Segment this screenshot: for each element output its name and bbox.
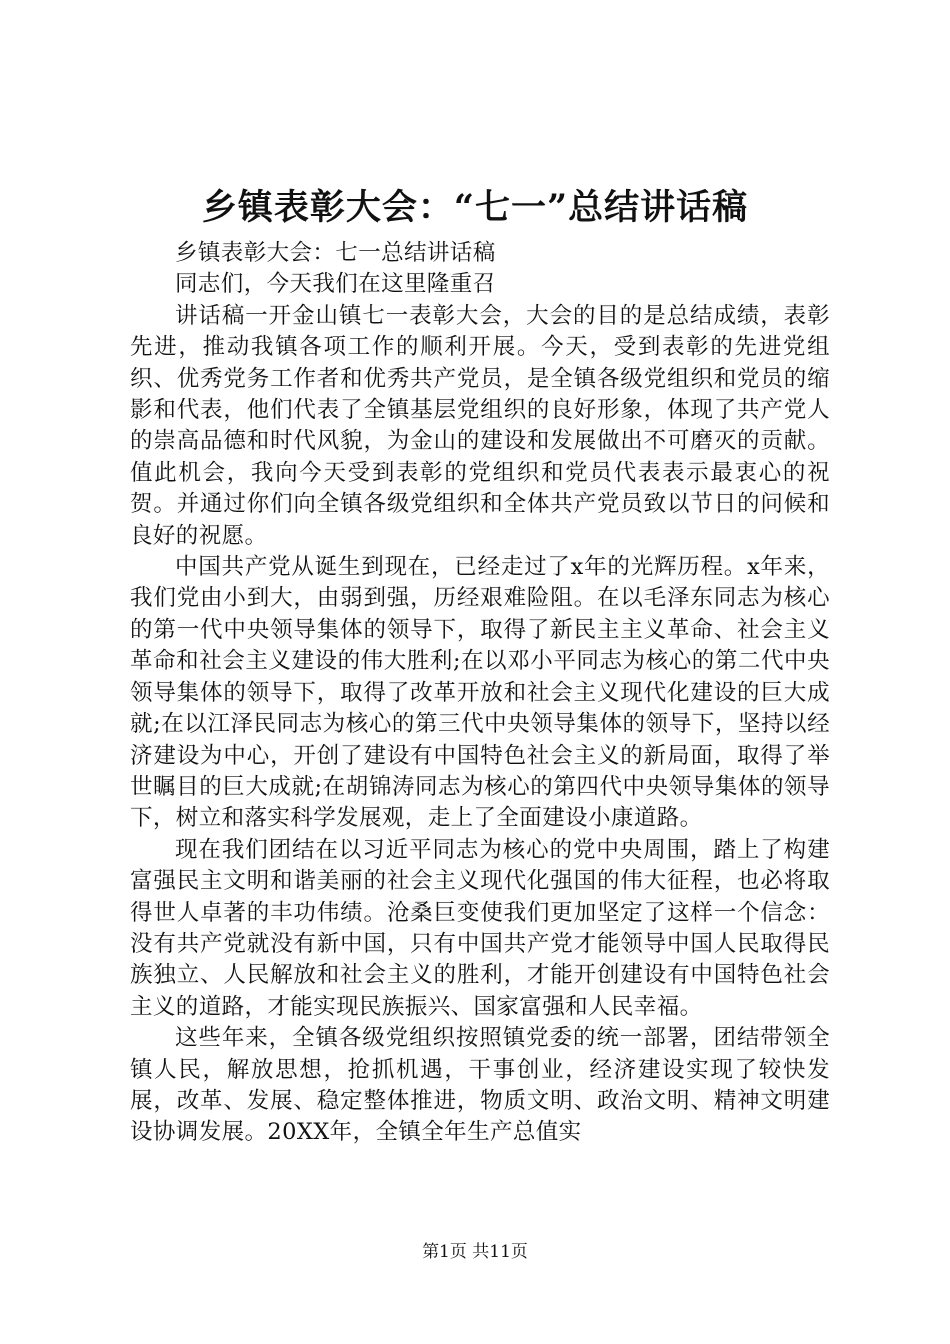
page-number-footer: 第1页 共11页 <box>422 1242 528 1262</box>
document-title: 乡镇表彰大会：“七一”总结讲话稿 <box>201 187 749 228</box>
paragraph: 乡镇表彰大会：七一总结讲话稿 <box>175 240 496 266</box>
paragraph: 这些年来，全镇各级党组织按照镇党委的统一部署，团结带领全镇人民，解放思想，抢抓机遇，干事创业，经济建设实现了较快发展，改革、发展、稳定整体推进，物质文明、政治文明、精神文明建设协调发展。20XX年，全镇全年生产总值实 <box>130 1025 830 1146</box>
paragraph: 现在我们团结在以习近平同志为核心的党中央周围，踏上了构建富强民主文明和谐美丽的社会主义现代化强国的伟大征程，也必将取得世人卓著的丰功伟绩。沧桑巨变使我们更加坚定了这样一个信念：没有共产党就没有新中国，只有中国共产党才能领导中国人民取得民族独立、人民解放和社会主义的胜利，才能开创建设有中国特色社会主义的道路，才能实现民族振兴、国家富强和人民幸福。 <box>130 836 830 1020</box>
paragraph: 同志们，今天我们在这里隆重召 <box>175 271 496 298</box>
document-body <box>130 238 830 1149</box>
paragraph: 讲话稿一开金山镇七一表彰大会，大会的目的是总结成绩，表彰先进，推动我镇各项工作的顺利开展。今天，受到表彰的先进党组织、优秀党务工作者和优秀共产党员，是全镇各级党组织和党员的缩影和代表，他们代表了全镇基层党组织的良好形象，体现了共产党人的崇高品德和时代风貌，为金山的建设和发展做出不可磨灭的贡献。值此机会，我向今天受到表彰的党组织和党员代表表示最衷心的祝贺。并通过你们向全镇各级党组织和全体共产党员致以节日的问候和良好的祝愿。 <box>130 302 830 549</box>
paragraph: 中国共产党从诞生到现在，已经走过了x年的光辉历程。x年来，我们党由小到大，由弱到强，历经艰难险阻。在以毛泽东同志为核心的第一代中央领导集体的领导下，取得了新民主主义革命、社会主义革命和社会主义建设的伟大胜利;在以邓小平同志为核心的第二代中央领导集体的领导下，取得了改革开放和社会主义现代化建设的巨大成就;在以江泽民同志为核心的第三代中央领导集体的领导下，坚持以经济建设为中心，开创了建设有中国特色社会主义的新局面，取得了举世瞩目的巨大成就;在胡锦涛同志为核心的第四代中央领导集体的领导下，树立和落实科学发展观，走上了全面建设小康道路。 <box>130 554 830 832</box>
